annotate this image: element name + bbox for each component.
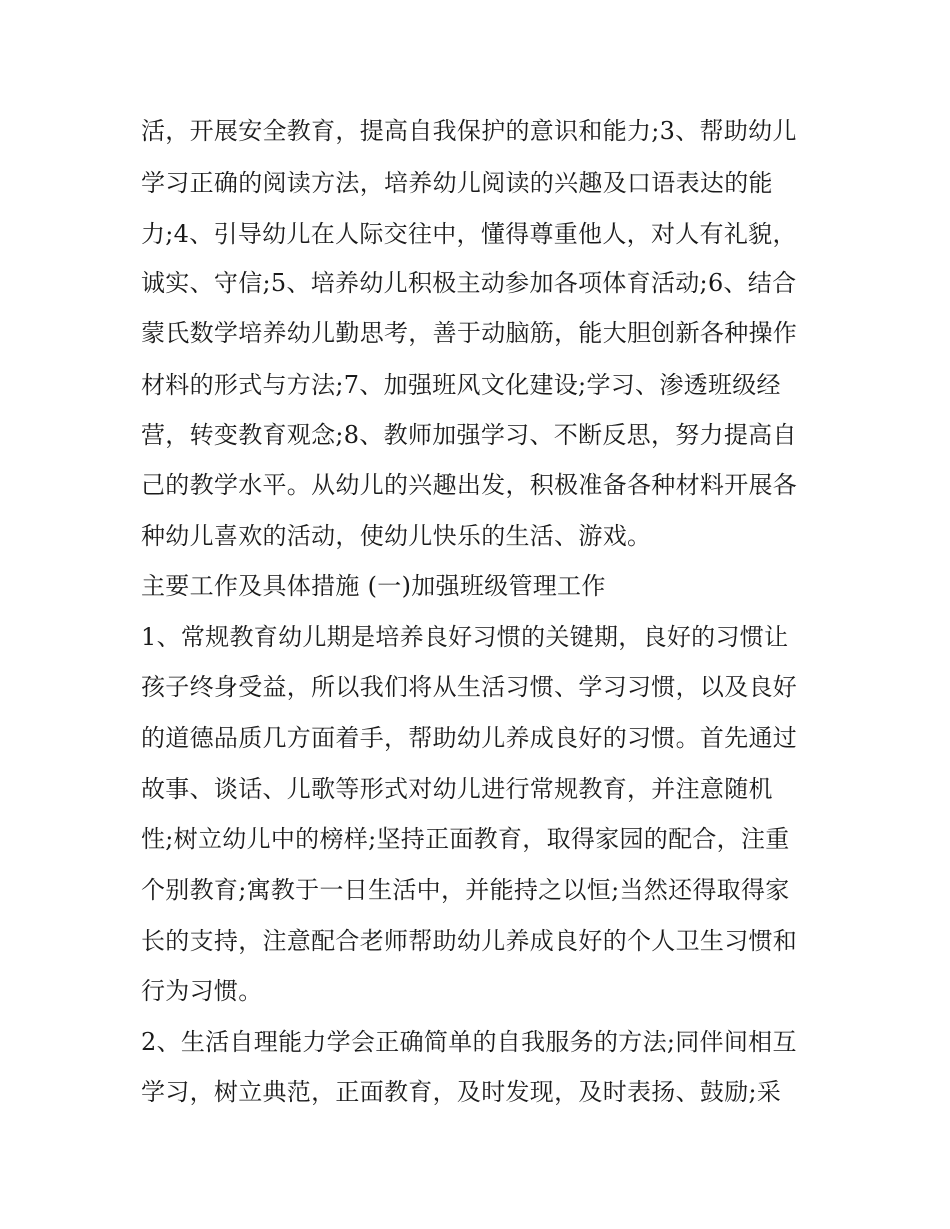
section-heading: 主要工作及具体措施 (一)加强班级管理工作 [141, 572, 606, 600]
text-line: 1、常规教育幼儿期是培养良好习惯的关键期，良好的习惯让 [141, 623, 789, 651]
text-line: 行为习惯。 [141, 977, 263, 1005]
text-line: 诚实、守信;5、培养幼儿积极主动参加各项体育活动;6、结合 [141, 269, 797, 297]
text-line: 长的支持，注意配合老师帮助幼儿养成良好的个人卫生习惯和 [141, 927, 798, 955]
text-line: 个别教育;寓教于一日生活中，并能持之以恒;当然还得取得家 [141, 876, 790, 904]
text-line: 的道德品质几方面着手，帮助幼儿养成良好的习惯。首先通过 [141, 724, 798, 752]
text-line: 2、生活自理能力学会正确简单的自我服务的方法;同伴间相互 [141, 1028, 797, 1056]
text-line: 学习正确的阅读方法，培养幼儿阅读的兴趣及口语表达的能 [141, 169, 773, 197]
text-line: 己的教学水平。从幼儿的兴趣出发，积极准备各种材料开展各 [141, 471, 798, 499]
text-line: 学习，树立典范，正面教育，及时发现，及时表扬、鼓励;采 [141, 1078, 782, 1106]
text-line: 营，转变教育观念;8、教师加强学习、不断反思，努力提高自 [141, 421, 797, 449]
text-line: 蒙氏数学培养幼儿勤思考，善于动脑筋，能大胆创新各种操作 [141, 319, 798, 347]
text-line: 活，开展安全教育，提高自我保护的意识和能力;3、帮助幼儿 [141, 117, 797, 145]
text-line: 故事、谈话、儿歌等形式对幼儿进行常规教育，并注意随机 [141, 775, 773, 803]
text-line: 力;4、引导幼儿在人际交往中，懂得尊重他人，对人有礼貌， [141, 220, 797, 248]
text-line: 材料的形式与方法;7、加强班风文化建设;学习、渗透班级经 [141, 371, 781, 399]
text-line: 性;树立幼儿中的榜样;坚持正面教育，取得家园的配合，注重 [141, 825, 790, 853]
text-line: 孩子终身受益，所以我们将从生活习惯、学习习惯，以及良好 [141, 673, 798, 701]
text-line: 种幼儿喜欢的活动，使幼儿快乐的生活、游戏。 [141, 522, 652, 550]
